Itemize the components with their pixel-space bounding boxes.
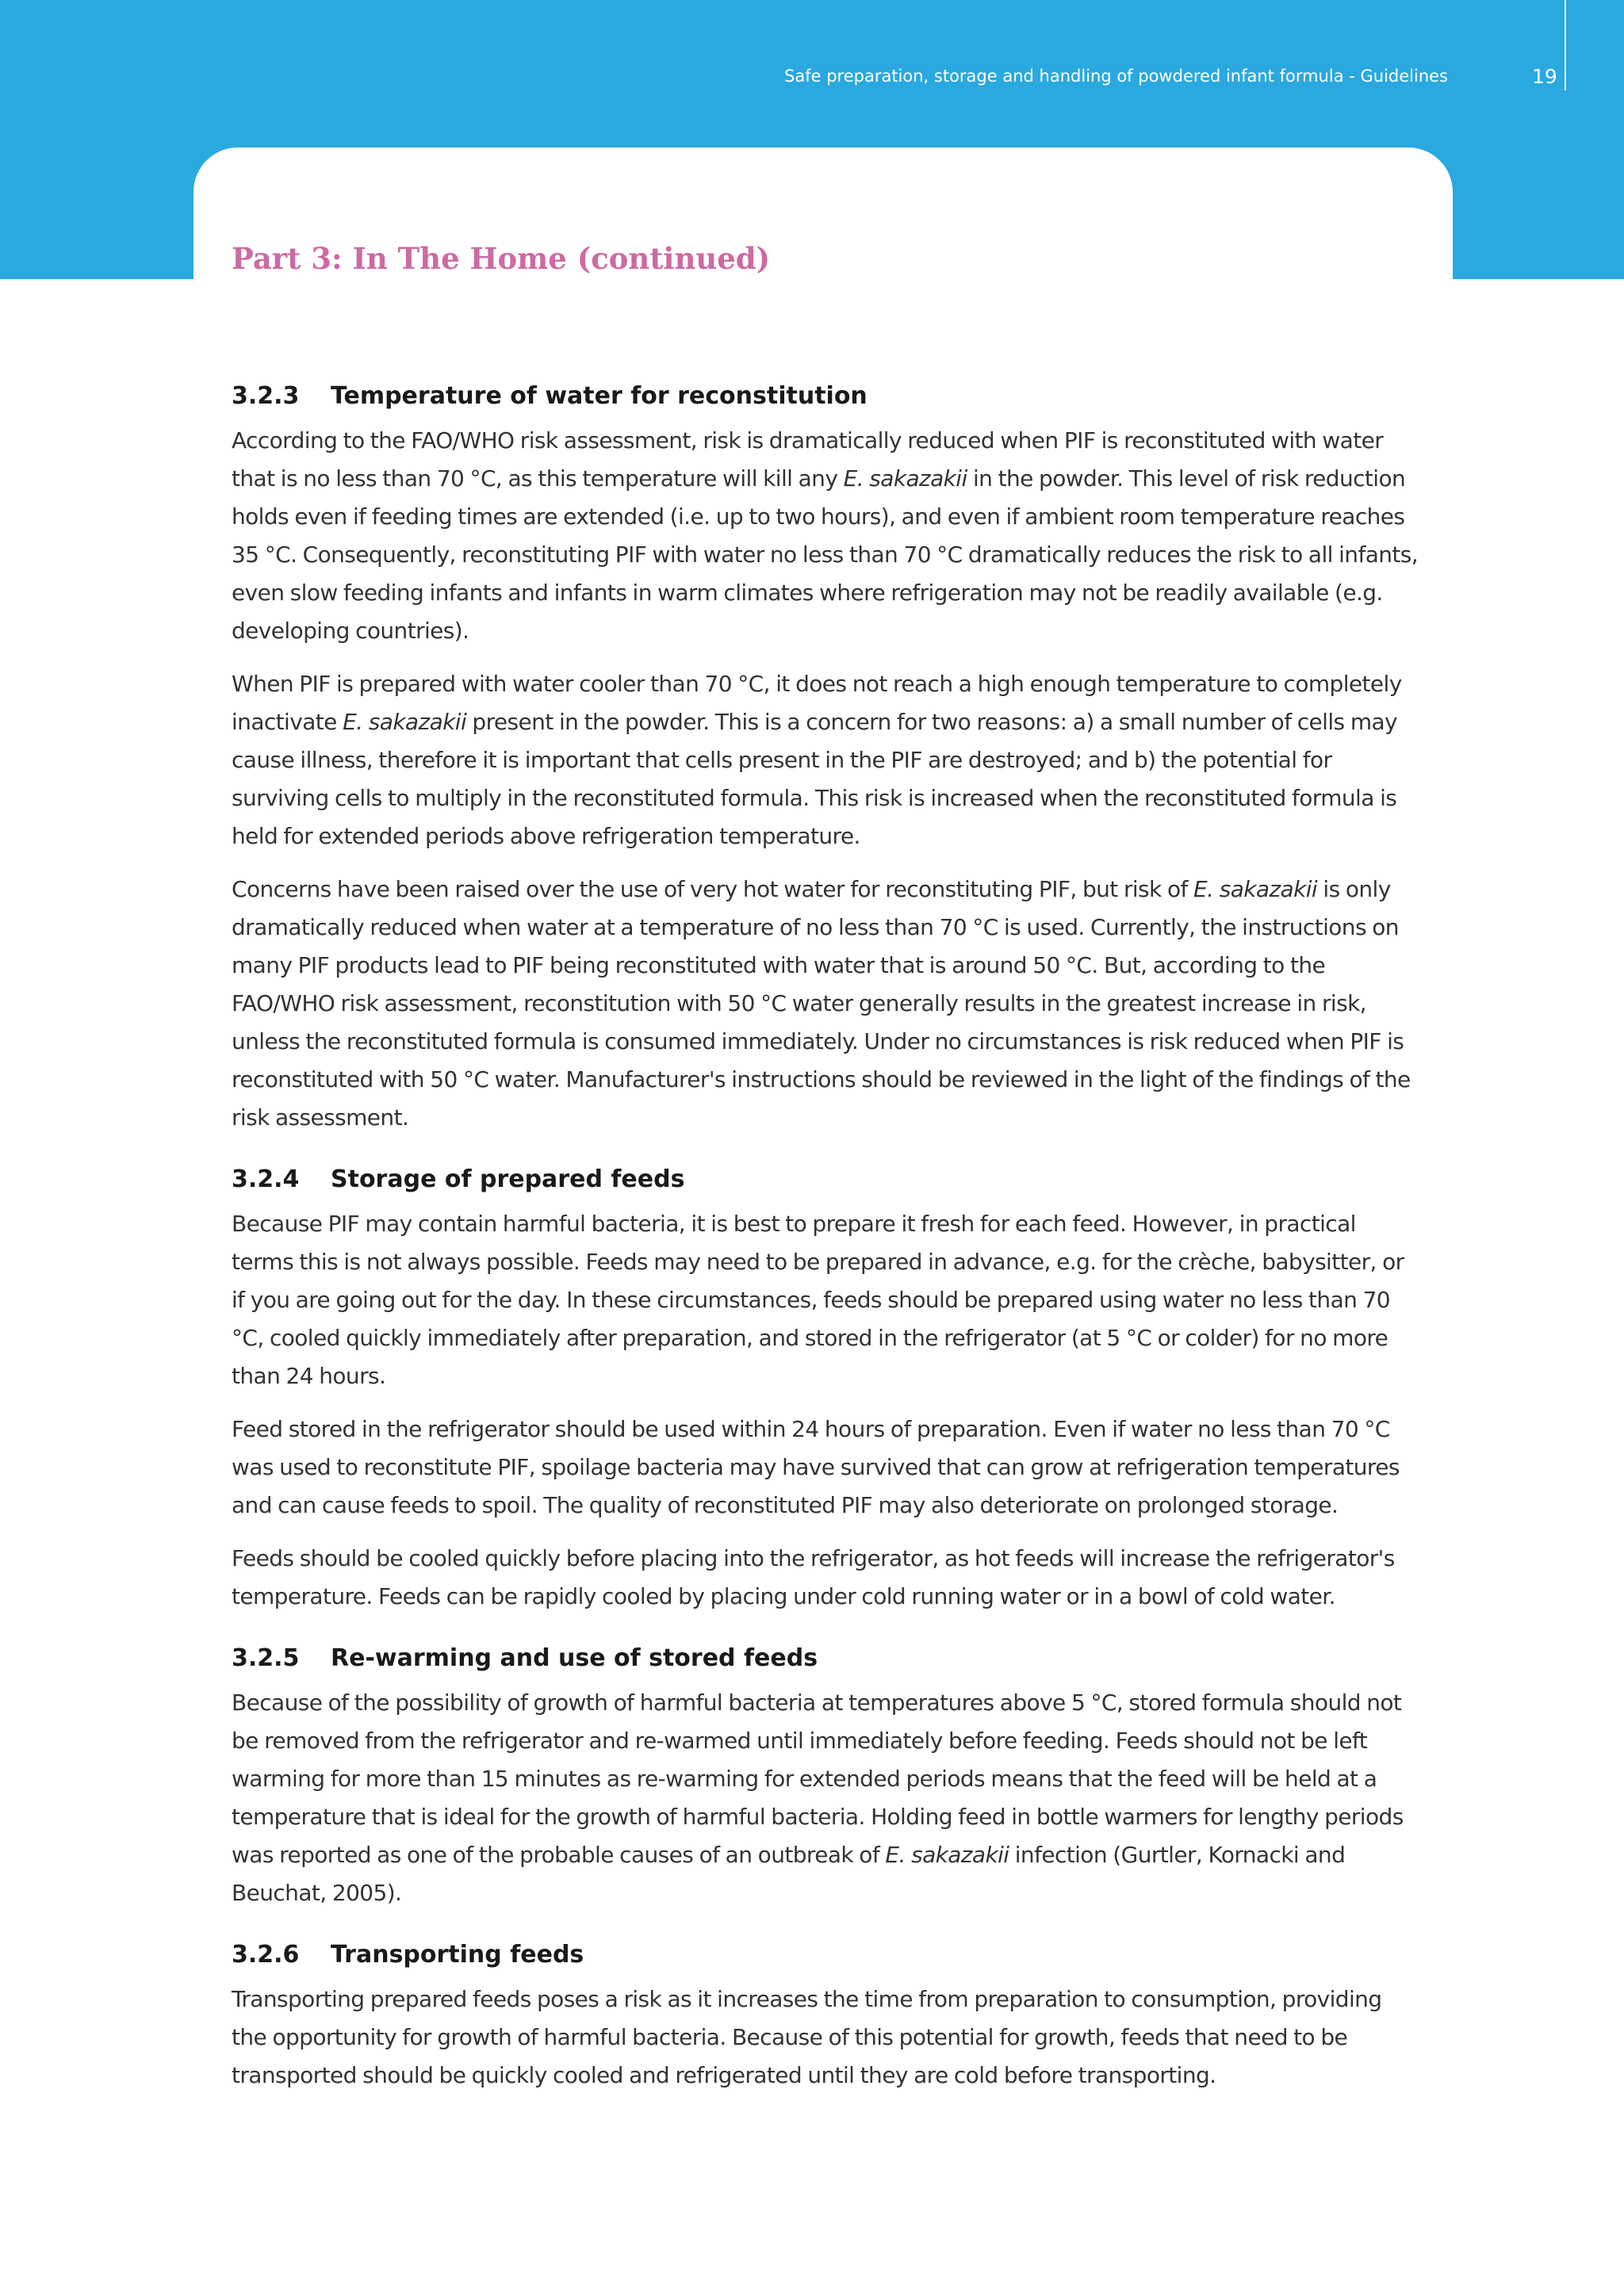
paragraph: According to the FAO/WHO risk assessment, risk is dramatically reduced when PIF is reconstituted with water that is no less than 70 °C, as this temperature will kill any E. sakazakii in the powder. This level of risk reduction holds even if feeding times are extended (i.e. up to two hours), and even if ambient room temperature reaches 35 °C. Consequently, reconstituting PIF with water no less than 70 °C dramatically reduces the risk to all infants, even slow feeding infants and infants in warm climates where refrigeration may not be readily available (e.g. developing countries).	[232, 427, 1419, 644]
species-name: E. sakazakii	[843, 465, 967, 492]
section-number: 3.2.3	[232, 382, 300, 410]
paragraph: Because of the possibility of growth of harmful bacteria at temperatures above 5 °C, stored formula should not be removed from the refrigerator and re-warmed until immediately before feeding. Feeds should not be left warming for more than 15 minutes as re-warming for extended periods means that the feed will be held at a temperature that is ideal for the growth of harmful bacteria. Holding feed in bottle warmers for lengthy periods was reported as one of the probable causes of an outbreak of E. sakazakii infection (Gurtler, Kornacki and Beuchat, 2005).	[232, 1689, 1404, 1906]
running-header: Safe preparation, storage and handling of powdered infant formula - Guidelines	[784, 67, 1448, 86]
section-heading	[232, 377, 1421, 415]
part-title: Part 3: In The Home (continued)	[232, 241, 771, 276]
section-title: Temperature of water for reconstitution	[331, 382, 868, 410]
paragraph: Because PIF may contain harmful bacteria, it is best to prepare it fresh for each feed. However, in practical terms this is not always possible. Feeds may need to be prepared in advance, e.g. for the crèche, babysitter, or if you are going out for the day. In these circumstances, feeds should be prepared using water no less than 70 °C, cooled quickly immediately after preparation, and stored in the refrigerator (at 5 °C or colder) for no more than 24 hours.	[232, 1211, 1404, 1389]
section-number: 3.2.6	[232, 1941, 300, 1969]
header-divider	[1565, 0, 1566, 90]
species-name: E. sakazakii	[343, 709, 467, 735]
species-name: E. sakazakii	[885, 1842, 1009, 1868]
section-number: 3.2.4	[232, 1165, 300, 1193]
document-body	[232, 377, 1421, 2118]
section-heading	[232, 1161, 1421, 1199]
section-3-2-4	[232, 1161, 1421, 1616]
section-heading	[232, 1640, 1421, 1678]
section-title: Re-warming and use of stored feeds	[331, 1644, 818, 1672]
section-3-2-3	[232, 377, 1421, 1137]
paragraph: Feed stored in the refrigerator should be used within 24 hours of preparation. Even if water no less than 70 °C was used to reconstitute PIF, spoilage bacteria may have survived that can grow at refrigeration temperatures and can cause feeds to spoil. The quality of reconstituted PIF may also deteriorate on prolonged storage.	[232, 1416, 1400, 1518]
section-heading	[232, 1936, 1421, 1974]
paragraph: Transporting prepared feeds poses a risk as it increases the time from preparation to consumption, providing the opportunity for growth of harmful bacteria. Because of this potential for growth, feeds that need to be transported should be quickly cooled and refrigerated until they are cold before transporting.	[232, 1986, 1382, 2088]
section-number: 3.2.5	[232, 1644, 300, 1672]
paragraph: Feeds should be cooled quickly before placing into the refrigerator, as hot feeds will increase the refrigerator's temperature. Feeds can be rapidly cooled by placing under cold running water or in a bowl of cold water.	[232, 1545, 1395, 1609]
section-title: Storage of prepared feeds	[331, 1165, 685, 1193]
paragraph: When PIF is prepared with water cooler than 70 °C, it does not reach a high enough temperature to completely inactivate E. sakazakii present in the powder. This is a concern for two reasons: a) a small number of cells may cause illness, therefore it is important that cells present in the PIF are destroyed; and b) the potential for surviving cells to multiply in the reconstituted formula. This risk is increased when the reconstituted formula is held for extended periods above refrigeration temperature.	[232, 671, 1402, 849]
page-number: 19	[1532, 65, 1557, 88]
paragraph: Concerns have been raised over the use of very hot water for reconstituting PIF, but risk of E. sakazakii is only dramatically reduced when water at a temperature of no less than 70 °C is used. Currently, the instructions on many PIF products lead to PIF being reconstituted with water that is around 50 °C. But, according to the FAO/WHO risk assessment, reconstitution with 50 °C water generally results in the greatest increase in risk, unless the reconstituted formula is consumed immediately. Under no circumstances is risk reduced when PIF is reconstituted with 50 °C water. Manufacturer's instructions should be reviewed in the light of the findings of the risk assessment.	[232, 876, 1411, 1131]
species-name: E. sakazakii	[1193, 876, 1318, 902]
section-title: Transporting feeds	[331, 1941, 584, 1969]
section-3-2-5	[232, 1640, 1421, 1912]
section-3-2-6	[232, 1936, 1421, 2095]
